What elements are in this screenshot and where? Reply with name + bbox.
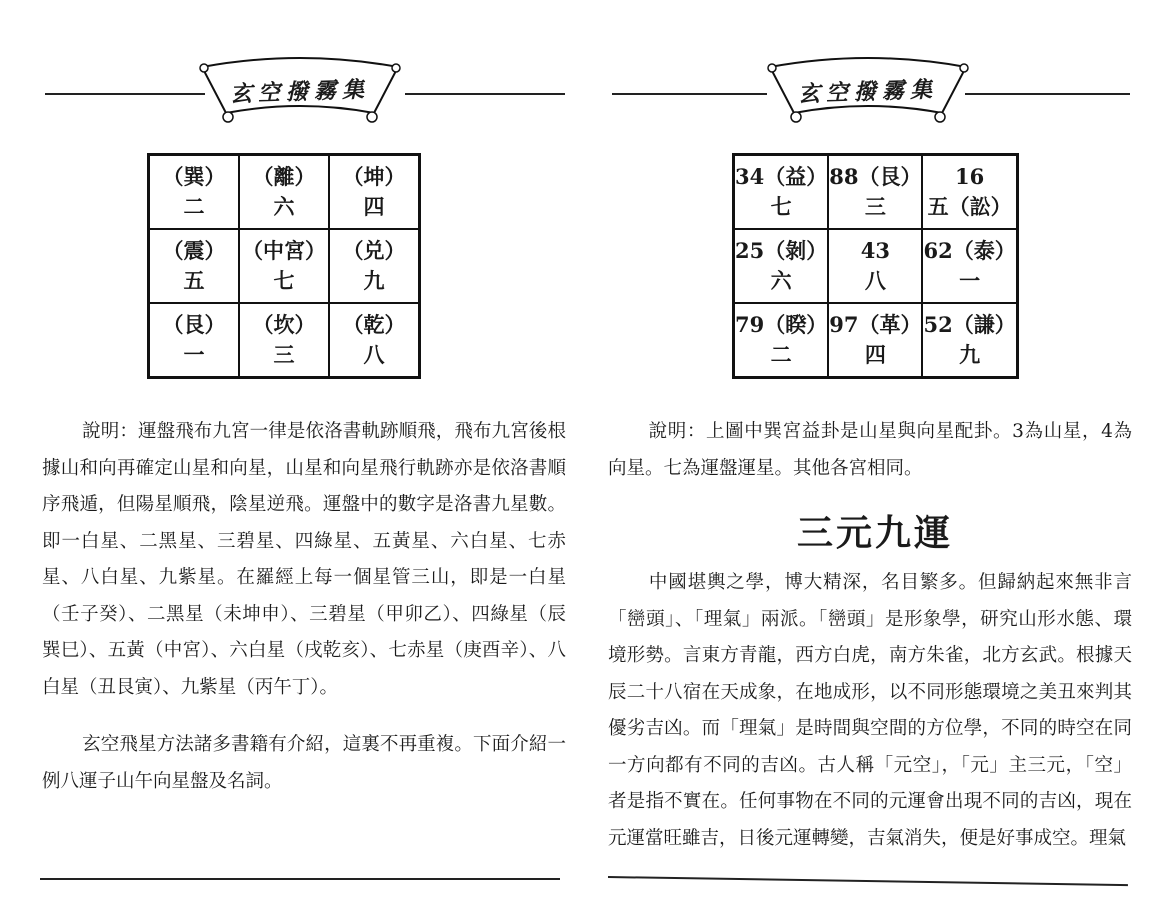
footer-rule	[40, 878, 560, 880]
header-rule-left	[612, 93, 767, 95]
header-rule-left	[45, 93, 205, 95]
grid-cell-center: 43 八	[828, 229, 922, 303]
grid-cell-center: （中宮） 七	[239, 229, 329, 303]
grid-cell-qian: （乾） 八	[329, 303, 420, 378]
grid-cell-kun: 16 五（訟）	[922, 155, 1017, 230]
grid-row	[734, 155, 1018, 230]
grid-cell-xun: （巽） 二	[149, 155, 240, 230]
grid-cell-dui: 62（泰） 一	[922, 229, 1017, 303]
flying-star-chart	[732, 153, 1019, 379]
scroll-banner	[190, 55, 410, 130]
grid-cell-gen: （艮） 一	[149, 303, 240, 378]
grid-row	[734, 229, 1018, 303]
grid-cell-kun: （坤） 四	[329, 155, 420, 230]
grid-cell-zhen: 25（剝） 六	[734, 229, 829, 303]
explanation-paragraph: 說明：上圖中巽宮益卦是山星與向星配卦。3為山星，4為向星。七為運盤運星。其他各宮相同。	[608, 421, 1132, 479]
grid-cell-li: （離） 六	[239, 155, 329, 230]
grid-cell-zhen: （震） 五	[149, 229, 240, 303]
header-rule-right	[405, 93, 565, 95]
header-title: 玄空撥霧集	[797, 76, 939, 108]
body-paragraph: 中國堪輿之學，博大精深，名目繁多。但歸納起來無非言「巒頭」、「理氣」兩派。「巒頭」是形象學，研究山形水態、環境形勢。言東方青龍，西方白虎，南方朱雀，北方玄武。根據天辰二十八宿在天成象，在地成形，以不同形態環境之美丑來判其優劣吉凶。而「理氣」是時間與空間的方位學，不同的時空在同一方向都有不同的吉凶。古人稱「元空」，「元」主三元，「空」者是指不實在。任何事物在不同的元運會出現不同的吉凶，現在元運當旺雖吉，日後元運轉變，吉氣消失，便是好事成空。理氣	[608, 572, 1132, 849]
grid-cell-kan: （坎） 三	[239, 303, 329, 378]
grid-cell-kan: 97（革） 四	[828, 303, 922, 378]
scroll-banner	[758, 55, 978, 130]
header-title: 玄空撥霧集	[229, 76, 371, 108]
intro-paragraph: 玄空飛星方法諸多書籍有介紹，這裏不再重複。下面介紹一例八運子山午向星盤及名詞。	[42, 734, 566, 792]
grid-cell-xun: 34（益） 七	[734, 155, 829, 230]
grid-row	[734, 303, 1018, 378]
grid-cell-gen: 79（睽） 二	[734, 303, 829, 378]
grid-row	[149, 303, 420, 378]
nine-palace-grid	[147, 153, 421, 379]
grid-row	[149, 155, 420, 230]
left-page-header	[40, 55, 570, 130]
grid-cell-dui: （兑） 九	[329, 229, 420, 303]
right-page	[590, 0, 1160, 901]
grid-cell-qian: 52（謙） 九	[922, 303, 1017, 378]
explanation-paragraph: 說明：運盤飛布九宮一律是依洛書軌跡順飛，飛布九宮後根據山和向再確定山星和向星，山星和向星飛行軌跡亦是依洛書順序飛遁，但陽星順飛，陰星逆飛。運盤中的數字是洛書九星數。即一白星、二黑星、三碧星、四綠星、五黃星、六白星、七赤星、八白星、九紫星。在羅經上每一個星管三山，即是一白星（壬子癸）、二黑星（未坤申）、三碧星（甲卯乙）、四綠星（辰巽巳）、五黃（中宮）、六白星（戌乾亥）、七赤星（庚酉辛）、八白星（丑艮寅）、九紫星（丙午丁）。	[42, 421, 566, 698]
grid-row	[149, 229, 420, 303]
footer-rule	[608, 876, 1128, 886]
grid-cell-li: 88（艮） 三	[828, 155, 922, 230]
section-title: 三元九運	[796, 512, 953, 554]
right-page-header	[610, 55, 1135, 130]
header-rule-right	[965, 93, 1130, 95]
